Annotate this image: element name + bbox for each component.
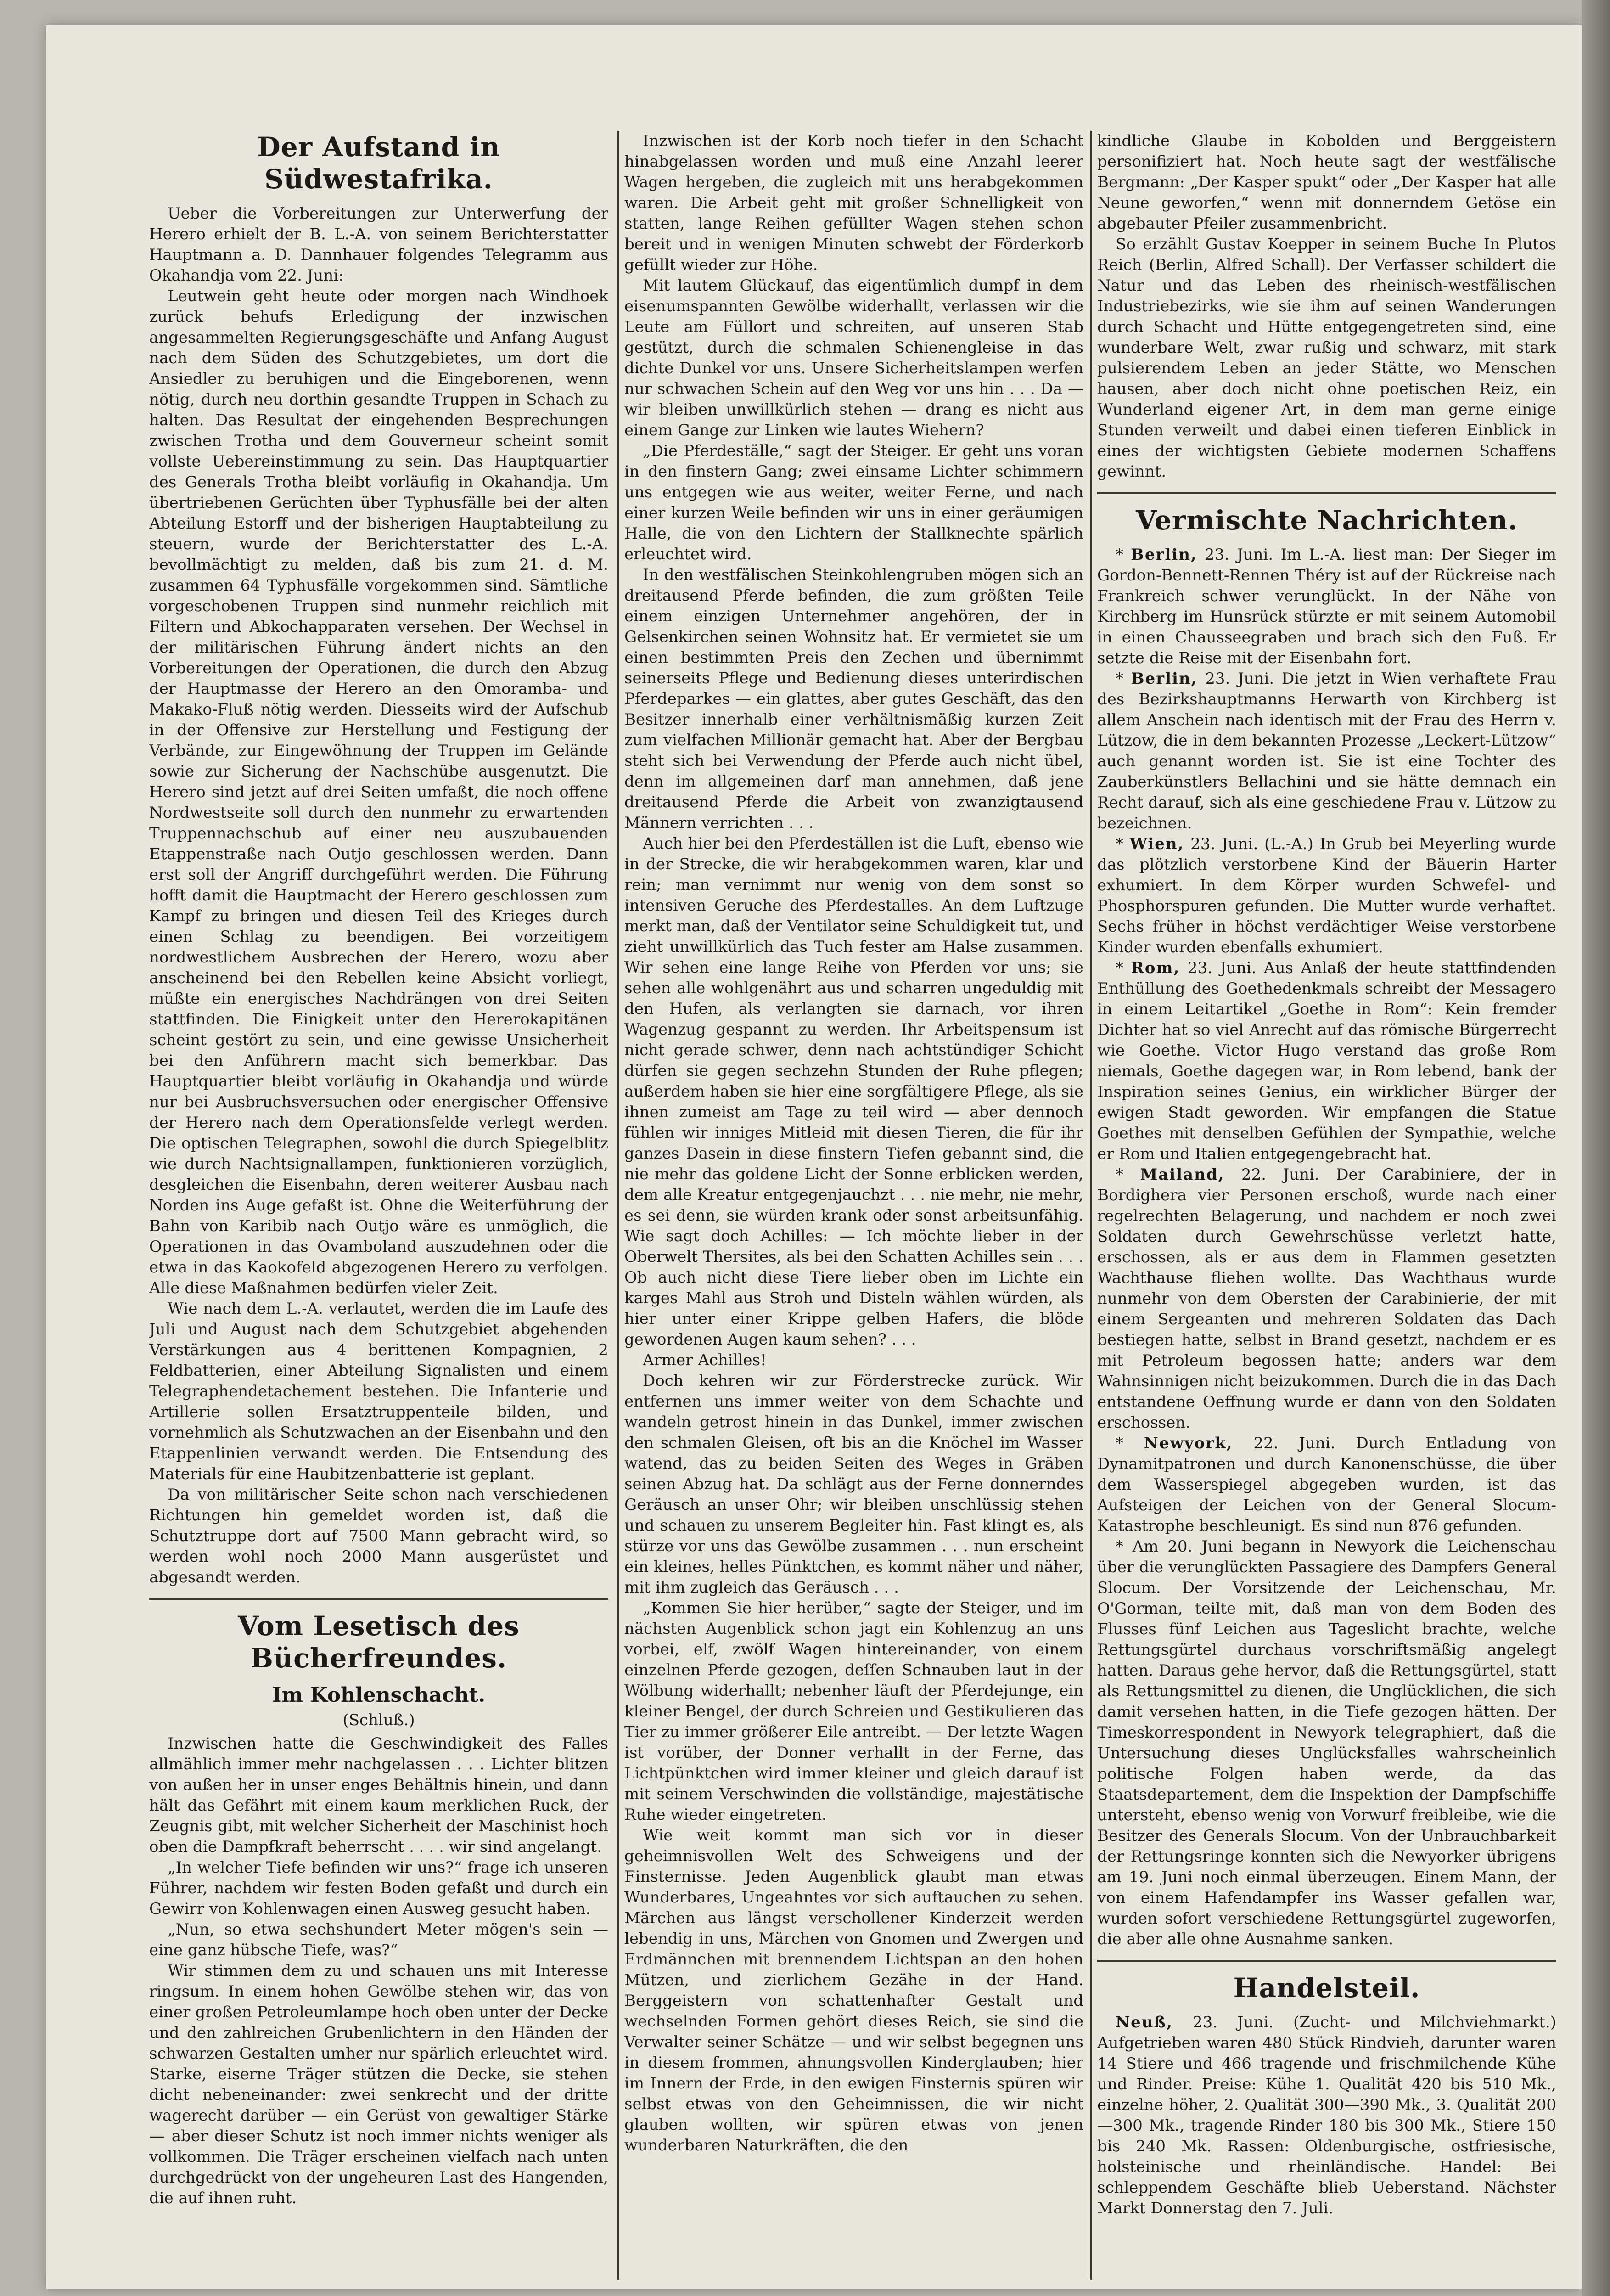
- article-title-handelsteil: Handelsteil.: [1233, 1972, 1420, 2003]
- paragraph: Mit lautem Glückauf, das eigentümlich dumpf in dem eisenumspannten Gewölbe widerhallt, verlassen wir die Leute am Füllort und schreiten, auf unseren Stab gestützt, durch die schmalen Schienengleise in das dichte Dunkel vor uns. Unsere Sicherheitslampen werfen nur schwachen Schein auf den Weg vor uns hin . . . Da — wir bleiben unwillkürlich stehen — drang es nicht aus einem Gange zur Linken wie lautes Wiehern?: [624, 276, 1083, 439]
- paragraph: Wie nach dem L.-A. verlautet, werden die im Laufe des Juli und August nach dem Schutzgebiet abgehenden Verstärkungen aus 4 berittenen Kompagnien, 2 Feldbatterien, einer Abteilung Signalisten und einem Telegraphendetachement bestehen. Die Infanterie und Artillerie sollen Ersatztruppenteile bilden, und vornehmlich als Schutzwachen an der Eisenbahn und den Etappenlinien verwandt werden. Die Entsendung des Materials für eine Haubitzenbatterie ist geplant.: [149, 1300, 608, 1483]
- paragraph: Ueber die Vorbereitungen zur Unterwerfung der Herero erhielt der B. L.-A. von seinem Berichterstatter Hauptmann a. D. Dannhauer folgendes Telegramm aus Okahandja vom 22. Juni:: [149, 204, 608, 285]
- column-3: [1097, 131, 1556, 2280]
- market-text: 23. Juni. (Zucht- und Milchviehmarkt.) Aufgetrieben waren 480 Stück Rindvieh, darunter waren 14 Stiere und 466 tragende und frischmilchende Kühe und Rinder. Preise: Kühe 1. Qualität 420 bis 510 Mk., einzelne höher, 2. Qualität 300—390 Mk., 3. Qualität 200—300 Mk., tragende Rinder 180 bis 300 Mk., Stiere 150 bis 240 Mk. Rassen: Oldenburgische, ostfriesische, holsteinische und rheinländische. Handel: Bei schleppendem Geschäfte blieb Ueberstand. Nächster Markt Donnerstag den 7. Juli.: [1097, 2013, 1556, 2217]
- news-city: Berlin,: [1131, 670, 1198, 688]
- news-text: 22. Juni. Der Carabiniere, der in Bordighera vier Personen erschoß, wurde nach einer regelrechten Belagerung, und nachdem er noch zwei Soldaten durch Gewehrschüsse verletzt hatte, erschossen, als er aus dem in Flammen gesetzten Wachthause fliehen wollte. Das Wachthaus wurde nunmehr von dem Obersten der Carabinierie, der mit einem Sergeanten und mehreren Soldaten das Dach bestiegen hatte, selbst in Brand gesetzt, nachdem er es mit Petroleum begossen hatte; anders war dem Wahnsinnigen nicht beizukommen. Durch die in das Dach entstandene Oeffnung wurde er dann von den Soldaten erschossen.: [1097, 1165, 1556, 1432]
- story-title: Im Kohlenschacht.: [272, 1683, 486, 1707]
- news-text: Am 20. Juni begann in Newyork die Leichenschau über die verunglückten Passagiere des Dampfers General Slocum. Der Vorsitzende der Leichenschau, Mr. O'Gorman, teilte mit, daß man von dem Boden des Flusses fünf Leichen aus Tageslicht brachte, welche Rettungsgürtel durchaus vorschriftsmäßig angelegt hatten. Daraus gehe hervor, daß die Rettungsgürtel, statt als Rettungsmittel zu dienen, die Unglücklichen, die sich damit versehen hatten, in die Tiefe gezogen hätten. Der Timeskorrespondent in Newyork telegraphiert, daß die Untersuchung dieses Unglücksfalles wahrscheinlich politische Folgen haben werde, da das Staatsdepartement, dem die Inspektion der Dampfschiffe untersteht, ebenso wenig von Vorwurf freibleibe, wie die Besitzer des Generals Slocum. Von der Unbrauchbarkeit der Rettungsringe konnten sich die Newyorker übrigens am 19. Juni noch einmal überzeugen. Einem Mann, der von einem Hafendampfer ins Wasser gefallen war, wurden sofort verschiedene Rettungsgürtel zugeworfen, die aber alle ohne Ausnahme sanken.: [1097, 1537, 1556, 1948]
- paragraph: Doch kehren wir zur Förderstrecke zurück. Wir entfernen uns immer weiter von dem Schachte und wandeln getrost hinein in das Dunkel, immer zwischen den schmalen Gleisen, oft bis an die Knöchel im Wasser watend, das zu beiden Seiten des Weges in Gräben seinen Abzug hat. Da schlägt aus der Ferne donnerndes Geräusch an unser Ohr; wir bleiben unschlüssig stehen und schauen zu unserem Begleiter hin. Fast klingt es, als stürze vor uns das Gewölbe zusammen . . . nun erscheint ein kleines, helles Pünktchen, es kommt näher und näher, mit ihm zugleich das Geräusch . . .: [624, 1372, 1083, 1597]
- paragraph: kindliche Glaube in Kobolden und Berggeistern personifiziert hat. Noch heute sagt der westfälische Bergmann: „Der Kasper spukt“ oder „Der Kasper hat alle Neune geworfen,“ wenn mit donnerndem Getöse ein abgebauter Pfeiler zusammenbricht.: [1097, 132, 1556, 233]
- section-divider: [149, 1598, 608, 1600]
- article-title-aufstand: Der Aufstand in Südwestafrika.: [257, 131, 500, 195]
- paragraph: Wir stimmen dem zu und schauen uns mit Interesse ringsum. In einem hohen Gewölbe stehen wir, das von einer großen Petroleumlampe hoch oben unter der Decke und den zahlreichen Grubenlichtern in den Händen der schwarzen Gestalten umher nur spärlich erleuchtet wird. Starke, eiserne Träger stützen die Decke, sie stehen dicht nebeneinander: zwei senkrecht und der dritte wagerecht darüber — ein Gerüst von gewaltiger Stärke — aber dieser Schutz ist noch immer nichts weniger als vollkommen. Die Träger erscheinen vielfach nach unten durchgedrückt von der ungeheuren Last des Hangenden, die auf ihnen ruht.: [149, 1962, 608, 2207]
- paragraph: „Die Pferdeställe,“ sagt der Steiger. Er geht uns voran in den finstern Gang; zwei einsame Lichter schimmern uns entgegen wie aus weiter, weiter Ferne, und nach einer kurzen Weile befinden wir uns in einer geräumigen Halle, die von den Lichtern der Stallknechte spärlich erleuchtet wird.: [624, 442, 1083, 563]
- news-text: 23. Juni. Die jetzt in Wien verhaftete Frau des Bezirkshauptmanns Herwarth von Kirchberg ist allem Anschein nach identisch mit der Frau des Herrn v. Lützow, die in dem bekannten Prozesse „Leckert-Lützow“ auch genannt worden ist. Sie ist eine Tochter des Zauberkünstlers Bellachini und sie hätte demnach ein Recht darauf, sich als eine geschiedene Frau v. Lützow zu bezeichnen.: [1097, 670, 1556, 833]
- column-1: [149, 131, 608, 2280]
- market-report: [1097, 2012, 1556, 2219]
- book-spine: [1582, 0, 1610, 2296]
- news-city: Wien,: [1129, 835, 1184, 853]
- news-item: * Wien, 23. Juni. (L.-A.) In Grub bei Meyerling wurde das plötzlich verstorbene Kind der Bäuerin Harter exhumiert. In dem Körper wurden Schwefel- und Phosphorspuren gefunden. Die Mutter wurde verhaftet. Sechs früher in höchst verdächtiger Weise verstorbene Kinder wurden ebenfalls exhumiert.: [1097, 835, 1556, 957]
- paragraph: „Nun, so etwa sechshundert Meter mögen's sein — eine ganz hübsche Tiefe, was?“: [149, 1920, 608, 1959]
- market-city: Neuß,: [1116, 2013, 1173, 2032]
- paragraph: Wie weit kommt man sich vor in dieser geheimnisvollen Welt des Schweigens und der Finsternisse. Jeden Augenblick glaubt man etwas Wunderbares, Ungeahntes vor sich auftauchen zu sehen. Märchen aus längst verschollener Kinderzeit werden lebendig in uns, Märchen von Gnomen und Zwergen und Erdmännchen mit brennendem Lichtspan an den hohen Mützen, und zierlichem Gezähe in der Hand. Berggeistern von schattenhafter Gestalt und wechselnden Formen gehört dieses Reich, sie sind die Verwalter seiner Schätze — und wir selbst begegnen uns in diesem frommen, ahnungsvollen Kinderglauben; hier im Innern der Erde, in den ewigen Finsternis spüren wir selbst etwas von den Geheimnissen, die wir nicht glauben wollten, wir spüren etwas von jenen wunderbaren Naturkräften, die den: [624, 1826, 1083, 2155]
- story-subtitle: (Schluß.): [342, 1711, 415, 1729]
- paragraph: Da von militärischer Seite schon nach verschiedenen Richtungen hin gemeldet worden ist, daß die Schutztruppe dort auf 7500 Mann gebracht wird, so werden wohl noch 2000 Mann ausgerüstet und abgesandt werden.: [149, 1486, 608, 1587]
- news-city: Rom,: [1131, 959, 1180, 977]
- news-text: 23. Juni. Aus Anlaß der heute stattfindenden Enthüllung des Goethedenkmals schreibt der Messagero in einem Leitartikel „Goethe in Rom“: Kein fremder Dichter hat so viel Anrecht auf das römische Bürgerrecht wie Goethe. Victor Hugo verstand das große Rom niemals, Goethe dagegen war, in Rom lebend, bank der Inspiration seines Genius, ein wirklicher Bürger der ewigen Stadt geworden. Wir empfangen die Statue Goethes mit denselben Gefühlen der Sympathie, welche er Rom und Italien entgegengebracht hat.: [1097, 959, 1556, 1163]
- news-text: 22. Juni. Durch Entladung von Dynamitpatronen und durch Kanonenschüsse, die über dem Wasserspiegel abgegeben wurden, ist das Aufsteigen der Leichen von der General Slocum-Katastrophe beschleunigt. Es sind nun 876 gefunden.: [1097, 1434, 1556, 1535]
- paragraph: „In welcher Tiefe befinden wir uns?“ frage ich unseren Führer, nachdem wir festen Boden gefaßt und durch ein Gewirr von Kohlenwagen einen Ausweg gesucht haben.: [149, 1858, 608, 1918]
- section-divider: [1097, 1960, 1556, 1962]
- article-title-lesetisch: Vom Lesetisch des Bücherfreundes.: [238, 1610, 520, 1674]
- paragraph: Auch hier bei den Pferdeställen ist die Luft, ebenso wie in der Strecke, die wir herabgekommen waren, klar und rein; man vernimmt nur wenig von dem sonst so intensiven Geruche des Pferdestalles. An dem Luftzuge merkt man, daß der Ventilator seine Schuldigkeit tut, und zieht unwillkürlich das Tuch fester am Halse zusammen. Wir sehen eine lange Reihe von Pferden vor uns; sie sehen alle wohlgenährt aus und scharren ungeduldig mit den Hufen, als verlangten sie darnach, vor ihren Wagenzug gespannt zu werden. Ihr Arbeitspensum ist nicht gerade schwer, denn nach achtstündiger Schicht dürfen sie gegen sechzehn Stunden der Ruhe pflegen; außerdem haben sie hier eine sorgfältigere Pflege, als sie ihnen zumeist am Tage zu teil wird — aber dennoch fühlen wir inniges Mitleid mit diesen Tieren, die für ihr ganzes Dasein in diese finstern Tiefen gebannt sind, die nie mehr das goldene Licht der Sonne erblicken werden, dem alle Kreatur entgegenjauchzt . . . nie mehr, nie mehr, es sei denn, sie würden krank oder sonst arbeitsunfähig. Wie sagt doch Achilles: — Ich möchte lieber in der Oberwelt Thersites, als bei den Schatten Achilles sein . . . Ob auch nicht diese Tiere lieber oben im Lichte ein karges Mahl aus Stroh und Disteln wählen würden, als hier unter einer Krippe gelben Hafers, die blöde gewordenen Augen kaum sehen? . . .: [624, 834, 1083, 1349]
- news-city: Mailand,: [1140, 1165, 1225, 1184]
- column-2: [624, 131, 1083, 2280]
- news-item: * Newyork, 22. Juni. Durch Entladung von Dynamitpatronen und durch Kanonenschüsse, die über dem Wasserspiegel abgegeben wurden, ist das Aufsteigen der Leichen von der General Slocum-Katastrophe beschleunigt. Es sind nun 876 gefunden.: [1097, 1434, 1556, 1535]
- paragraph: Inzwischen ist der Korb noch tiefer in den Schacht hinabgelassen worden und muß eine Anzahl leerer Wagen hergeben, die zugleich mit uns herabgekommen waren. Die Arbeit geht mit großer Schnelligkeit von statten, lange Reihen gefüllter Wagen stehen schon bereit und in wenigen Minuten schwebt der Förderkorb gefüllt wieder zur Höhe.: [624, 132, 1083, 274]
- column-divider: [1090, 131, 1092, 2280]
- paragraph: Leutwein geht heute oder morgen nach Windhoek zurück behufs Erledigung der inzwischen angesammelten Regierungsgeschäfte und Anfang August nach dem Süden des Schutzgebietes, um dort die Ansiedler zu beruhigen und die Eingeborenen, wenn nötig, durch neu dorthin gesandte Truppen in Schach zu halten. Das Resultat der eingehenden Besprechungen zwischen Trotha und dem Gouverneur scheint somit vollste Uebereinstimmung zu sein. Das Hauptquartier des Generals Trotha bleibt vorläufig in Okahandja. Um übertriebenen Gerüchten über Typhusfälle bei der alten Abteilung Estorff und der bisherigen Hauptabteilung zu steuern, wurde der Berichterstatter des L.-A. bevollmächtigt zu melden, daß bis zum 21. d. M. zusammen 64 Typhusfälle vorgekommen sind. Sämtliche vorgeschobenen Truppen sind nunmehr reichlich mit Filtern und Abkochapparaten versehen. Der Wechsel in der militärischen Führung ändert nichts an den Vorbereitungen der Operationen, die durch den Abzug der Hauptmasse der Herero an den Omoramba- und Makako-Fluß nötig werden. Diesseits wird der Aufschub in der Offensive zur Herstellung und Festigung der Verbände, zur Eingewöhnung der Truppen im Gelände sowie zur Sicherung der Nachschübe ausgenutzt. Die Herero sind jetzt auf drei Seiten umfaßt, die noch offene Nordwestseite soll durch den nunmehr zu erwartenden Truppennachschub auf einer neu auszubauenden Etappenstraße nach Outjo geschlossen werden. Dann erst soll der Angriff durchgeführt werden. Die Führung hofft damit die Hauptmacht der Herero geschlossen zum Kampf zu bringen und diesen Teil des Krieges durch einen Schlag zu beendigen. Bei vorzeitigem nordwestlichem Ausbrechen der Herero, wozu aber anscheinend bei den Rebellen keine Absicht vorliegt, müßte ein energisches Nachdrängen von drei Seiten stattfinden. Die Einigkeit unter den Hererokapitänen scheint gestört zu sein, und eine gewisse Unsicherheit bei den Anführern macht sich bemerkbar. Das Hauptquartier bleibt vorläufig in Okahandja und würde nur bei Ausbruchsversuchen oder energischer Offensive der Herero nach dem Operationsfelde verlegt werden. Die optischen Telegraphen, sowohl die durch Spiegelblitz wie durch Nachtsignallampen, funktionieren vorzüglich, desgleichen die Eisenbahn, deren weiterer Ausbau nach Norden ins Auge gefaßt ist. Ohne die Weiterführung der Bahn von Karibib nach Outjo wäre es unmöglich, die Operationen in das Ovamboland auszudehnen oder die etwa in das Kaokofeld abgezogenen Herero zu verfolgen. Alle diese Maßnahmen bedürfen vieler Zeit.: [149, 287, 608, 1297]
- paragraph: In den westfälischen Steinkohlengruben mögen sich an dreitausend Pferde befinden, die zum größten Teile einem einzigen Unternehmer angehören, der in Gelsenkirchen seinen Wohnsitz hat. Er vermietet sie um einen bestimmten Preis den Zechen und übernimmt seinerseits Pflege und Bedienung dieses unterirdischen Pferdeparkes — ein glattes, aber gutes Geschäft, das den Besitzer innerhalb einer verhältnismäßig kurzen Zeit zum vielfachen Millionär gemacht hat. Aber der Bergbau steht sich bei Verwendung der Pferde auch nicht übel, denn im allgemeinen darf man annehmen, daß jene dreitausend Pferde die Arbeit von zwanzigtausend Männern verrichten . . .: [624, 566, 1083, 832]
- newspaper-page: [46, 25, 1582, 2289]
- paragraph: Armer Achilles!: [643, 1351, 767, 1369]
- section-divider: [1097, 492, 1556, 494]
- news-text: 23. Juni. Im L.-A. liest man: Der Sieger im Gordon-Bennett-Rennen Théry ist auf der Rückreise nach Frankreich schwer verunglückt. In der Nähe von Kirchberg im Hunsrück stürzte er mit seinem Automobil in einen Chausseegraben und brach sich den Fuß. Er setzte die Reise mit der Eisenbahn fort.: [1097, 546, 1556, 667]
- news-item: * Mailand, 22. Juni. Der Carabiniere, der in Bordighera vier Personen erschoß, wurde nach einer regelrechten Belagerung, und nachdem er noch zwei Soldaten durch Gewehrschüsse verletzt hatte, erschossen, als er aus dem in Flammen gesetzten Wachthause fliehen wollte. Das Wachthaus wurde nunmehr von dem Obersten der Carabinierie, der mit einem Sergeanten und mehreren Soldaten das Dach bestiegen hatte, selbst in Brand gesetzt, nachdem er es mit Petroleum begossen hatte; anders war dem Wahnsinnigen nicht beizukommen. Durch die in das Dach entstandene Oeffnung wurde er dann von den Soldaten erschossen.: [1097, 1165, 1556, 1432]
- news-item: * Am 20. Juni begann in Newyork die Leichenschau über die verunglückten Passagiere des Dampfers General Slocum. Der Vorsitzende der Leichenschau, Mr. O'Gorman, teilte mit, daß man von dem Boden des Flusses fünf Leichen aus Tageslicht brachte, welche Rettungsgürtel durchaus vorschriftsmäßig angelegt hatten. Daraus gehe hervor, daß die Rettungsgürtel, statt als Rettungsmittel zu dienen, die Unglücklichen, die sich damit versehen hatten, in die Tiefe gezogen hätten. Der Timeskorrespondent in Newyork telegraphiert, daß die Untersuchung dieses Unglücksfalles wahrscheinlich politische Folgen haben werde, da das Staatsdepartement, dem die Inspektion der Dampfschiffe untersteht, ebenso wenig von Vorwurf freibleibe, wie die Besitzer des Generals Slocum. Von der Unbrauchbarkeit der Rettungsringe konnten sich die Newyorker übrigens am 19. Juni noch einmal überzeugen. Einem Mann, der von einem Hafendampfer ins Wasser gefallen war, wurden sofort verschiedene Rettungsgürtel zugeworfen, die aber alle ohne Ausnahme sanken.: [1097, 1537, 1556, 1948]
- news-item: * Berlin, 23. Juni. Die jetzt in Wien verhaftete Frau des Bezirkshauptmanns Herwarth von Kirchberg ist allem Anschein nach identisch mit der Frau des Herrn v. Lützow, die in dem bekannten Prozesse „Leckert-Lützow“ auch genannt worden ist. Sie ist eine Tochter des Zauberkünstlers Bellachini und sie hätte demnach ein Recht darauf, sich als eine geschiedene Frau v. Lützow zu bezeichnen.: [1097, 670, 1556, 833]
- news-item: * Berlin, 23. Juni. Im L.-A. liest man: Der Sieger im Gordon-Bennett-Rennen Théry ist auf der Rückreise nach Frankreich schwer verunglückt. In der Nähe von Kirchberg im Hunsrück stürzte er mit seinem Automobil in einen Chausseegraben und brach sich den Fuß. Er setzte die Reise mit der Eisenbahn fort.: [1097, 546, 1556, 667]
- news-item: * Rom, 23. Juni. Aus Anlaß der heute stattfindenden Enthüllung des Goethedenkmals schreibt der Messagero in einem Leitartikel „Goethe in Rom“: Kein fremder Dichter hat so viel Anrecht auf das römische Bürgerrecht wie Goethe. Victor Hugo verstand das große Rom niemals, Goethe dagegen war, in Rom lebend, bank der Inspiration seines Genius, ein wirklicher Bürger der ewigen Stadt geworden. Wir empfangen die Statue Goethes mit denselben Gefühlen der Sympathie, welche er Rom und Italien entgegengebracht hat.: [1097, 959, 1556, 1163]
- paragraph: „Kommen Sie hier herüber,“ sagte der Steiger, und im nächsten Augenblick schon jagt ein Kohlenzug an uns vorbei, elf, zwölf Wagen hintereinander, von einem einzelnen Pferde gezogen, deſſen Schnauben laut in der Wölbung widerhallt; nebenher läuft der Pferdejunge, ein kleiner Bengel, der durch Schreien und Gestikulieren das Tier zu immer größerer Eile antreibt. — Der letzte Wagen ist vorüber, der Donner verhallt in der Ferne, das Lichtpünktchen wird immer kleiner und gleich darauf ist mit seinem Verschwinden die vollständige, majestätische Ruhe wieder eingetreten.: [624, 1599, 1083, 1824]
- paragraph: So erzählt Gustav Koepper in seinem Buche In Plutos Reich (Berlin, Alfred Schall). Der Verfasser schildert die Natur und das Leben des rheinisch-westfälischen Industriebezirks, wie sie ihm auf seinen Wanderungen durch Schacht und Hütte entgegengetreten sind, eine wunderbare Welt, zwar rußig und schwarz, mit stark pulsierendem Leben an jeder Stätte, wo Menschen hausen, aber doch nicht ohne poetischen Reiz, ein Wunderland eigener Art, in dem man gerne einige Stunden verweilt und dabei einen tieferen Einblick in eines der wichtigsten Gebiete modernen Schaffens gewinnt.: [1097, 235, 1556, 481]
- paragraph: Inzwischen hatte die Geschwindigkeit des Falles allmählich immer mehr nachgelassen . . . Lichter blitzen von außen her in unser enges Behältnis hinein, und dann hält das Gefährt mit einem kaum merklichen Ruck, der Zeugnis gibt, mit welcher Sicherheit der Maschinist hoch oben die Dampfkraft beherrscht . . . . wir sind angelangt.: [149, 1734, 608, 1856]
- news-text: 23. Juni. (L.-A.) In Grub bei Meyerling wurde das plötzlich verstorbene Kind der Bäuerin Harter exhumiert. In dem Körper wurden Schwefel- und Phosphorspuren gefunden. Die Mutter wurde verhaftet. Sechs früher in höchst verdächtiger Weise verstorbene Kinder wurden ebenfalls exhumiert.: [1097, 835, 1556, 957]
- column-divider: [617, 131, 619, 2280]
- news-city: Newyork,: [1144, 1434, 1233, 1452]
- news-city: Berlin,: [1131, 546, 1197, 564]
- article-title-vermischte: Vermischte Nachrichten.: [1136, 505, 1518, 536]
